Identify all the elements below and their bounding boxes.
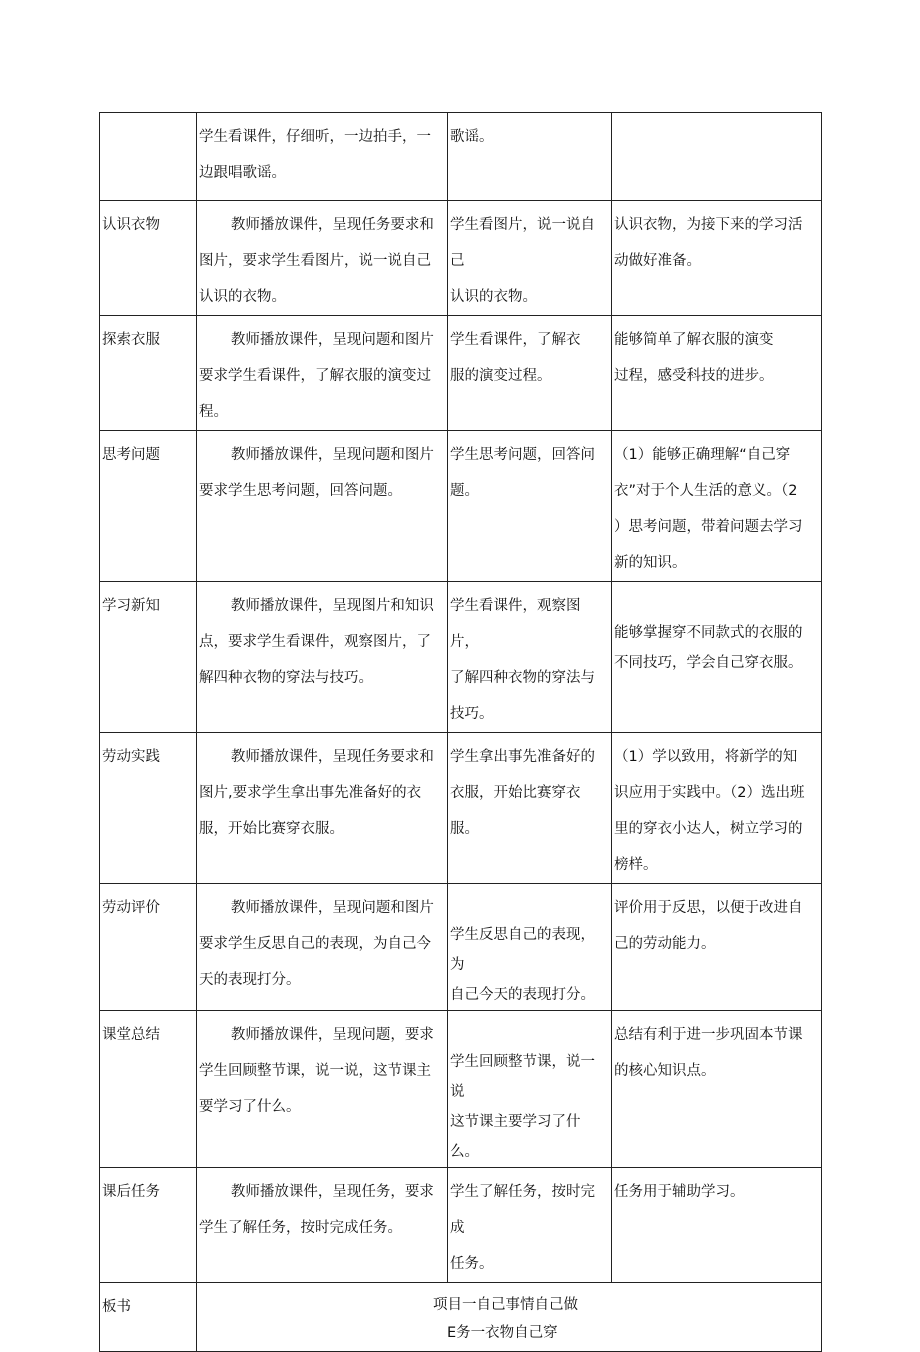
purpose-cell <box>612 582 822 733</box>
stage-label: 劳动评价 <box>102 900 160 916</box>
stage-label-cell <box>100 201 197 316</box>
teacher-activity-cell <box>197 431 448 582</box>
purpose-cell <box>612 1011 822 1168</box>
stage-label: 劳动实践 <box>102 749 160 765</box>
board-label: 板书 <box>102 1299 131 1315</box>
board-line-project: 项目一自己事情自己做 <box>433 1297 578 1313</box>
student-activity-text: 歌谣。 <box>450 129 494 145</box>
student-activity-cell <box>448 884 612 1011</box>
table-row <box>100 884 822 1011</box>
teacher-activity-text: 教师播放课件，呈现任务，要求 学生了解任务，按时完成任务。 <box>199 1184 434 1236</box>
teacher-activity-text: 教师播放课件，呈现问题，要求 学生回顾整节课，说一说，这节课主 要学习了什么。 <box>199 1027 434 1115</box>
lesson-plan-table <box>99 112 822 1352</box>
teacher-activity-cell <box>197 201 448 316</box>
purpose-cell <box>612 431 822 582</box>
student-activity-cell <box>448 316 612 431</box>
teacher-activity-text: 教师播放课件，呈现问题和图片 要求学生看课件，了解衣服的演变过 程。 <box>199 332 434 420</box>
table-row <box>100 316 822 431</box>
student-activity-cell <box>448 201 612 316</box>
table-body <box>100 113 822 1352</box>
table-row <box>100 1011 822 1168</box>
purpose-cell <box>612 1168 822 1283</box>
teacher-activity-cell <box>197 113 448 201</box>
board-content-cell <box>197 1283 822 1352</box>
student-activity-cell <box>448 431 612 582</box>
stage-label-cell <box>100 113 197 201</box>
student-activity-cell <box>448 582 612 733</box>
purpose-text <box>612 113 821 119</box>
teacher-activity-cell <box>197 316 448 431</box>
student-activity-text: 学生了解任务，按时完成 任务。 <box>450 1184 595 1272</box>
teacher-activity-cell <box>197 582 448 733</box>
stage-label: 课后任务 <box>102 1184 160 1200</box>
student-activity-text: 学生反思自己的表现，为 自己今天的表现打分。 <box>450 927 595 1003</box>
table-row <box>100 1168 822 1283</box>
stage-label-cell <box>100 884 197 1011</box>
purpose-text: 认识衣物，为接下来的学习活 动做好准备。 <box>614 217 803 269</box>
purpose-text: （1）能够正确理解“自己穿 衣”对于个人生活的意义。（2 ）思考问题，带着问题去学习 新的知识。 <box>614 447 803 571</box>
teacher-activity-text: 教师播放课件，呈现任务要求和 图片，要求学生看图片，说一说自己 认识的衣物。 <box>199 217 434 305</box>
purpose-cell <box>612 113 822 201</box>
teacher-activity-text: 学生看课件，仔细听，一边拍手，一 边跟唱歌谣。 <box>199 129 431 181</box>
table-row <box>100 113 822 201</box>
table-row <box>100 733 822 884</box>
stage-label-cell <box>100 316 197 431</box>
purpose-cell <box>612 201 822 316</box>
student-activity-cell <box>448 1011 612 1168</box>
stage-label: 认识衣物 <box>102 217 160 233</box>
stage-label: 思考问题 <box>102 447 160 463</box>
table-row <box>100 201 822 316</box>
teacher-activity-text: 教师播放课件，呈现图片和知识 点，要求学生看课件，观察图片，了 解四种衣物的穿法与技巧。 <box>199 598 434 686</box>
stage-label-cell <box>100 1168 197 1283</box>
board-content <box>197 1283 821 1351</box>
teacher-activity-cell <box>197 1168 448 1283</box>
stage-label-cell <box>100 431 197 582</box>
stage-label: 课堂总结 <box>102 1027 160 1043</box>
teacher-activity-text: 教师播放课件，呈现任务要求和 图片,要求学生拿出事先准备好的衣 服，开始比赛穿衣服。 <box>199 749 434 837</box>
purpose-text: 能够简单了解衣服的演变 过程，感受科技的进步。 <box>614 332 774 384</box>
teacher-activity-cell <box>197 884 448 1011</box>
teacher-activity-text: 教师播放课件，呈现问题和图片 要求学生反思自己的表现，为自己今 天的表现打分。 <box>199 900 434 988</box>
purpose-text: 总结有利于进一步巩固本节课 的核心知识点。 <box>614 1027 803 1079</box>
stage-label <box>100 113 196 119</box>
table-row <box>100 431 822 582</box>
board-label-cell <box>100 1283 197 1352</box>
student-activity-text: 学生看课件，了解衣 服的演变过程。 <box>450 332 581 384</box>
stage-label-cell <box>100 582 197 733</box>
purpose-text: 评价用于反思，以便于改进自 己的劳动能力。 <box>614 900 803 952</box>
board-row <box>100 1283 822 1352</box>
teacher-activity-cell <box>197 1011 448 1168</box>
student-activity-cell <box>448 1168 612 1283</box>
purpose-text: 任务用于辅助学习。 <box>614 1184 745 1200</box>
teacher-activity-text: 教师播放课件，呈现问题和图片 要求学生思考问题，回答问题。 <box>199 447 434 499</box>
student-activity-text: 学生拿出事先准备好的 衣服，开始比赛穿衣服。 <box>450 749 595 837</box>
student-activity-text: 学生回顾整节课，说一说 这节课主要学习了什么。 <box>450 1054 595 1160</box>
teacher-activity-cell <box>197 733 448 884</box>
student-activity-text: 学生思考问题，回答问题。 <box>450 447 595 499</box>
purpose-text: （1）学以致用，将新学的知 识应用于实践中。（2）选出班 里的穿衣小达人，树立学习的 榜样。 <box>614 749 805 873</box>
purpose-cell <box>612 316 822 431</box>
student-activity-cell <box>448 733 612 884</box>
student-activity-text: 学生看图片，说一说自己 认识的衣物。 <box>450 217 595 305</box>
stage-label: 探索衣服 <box>102 332 160 348</box>
board-line-task: E务一衣物自己穿 <box>447 1325 558 1341</box>
stage-label-cell <box>100 733 197 884</box>
stage-label-cell <box>100 1011 197 1168</box>
student-activity-cell <box>448 113 612 201</box>
purpose-text: 能够掌握穿不同款式的衣服的 不同技巧，学会自己穿衣服。 <box>614 625 803 671</box>
purpose-cell <box>612 884 822 1011</box>
stage-label: 学习新知 <box>102 598 160 614</box>
purpose-cell <box>612 733 822 884</box>
student-activity-text: 学生看课件，观察图片， 了解四种衣物的穿法与 技巧。 <box>450 598 595 722</box>
table-row <box>100 582 822 733</box>
